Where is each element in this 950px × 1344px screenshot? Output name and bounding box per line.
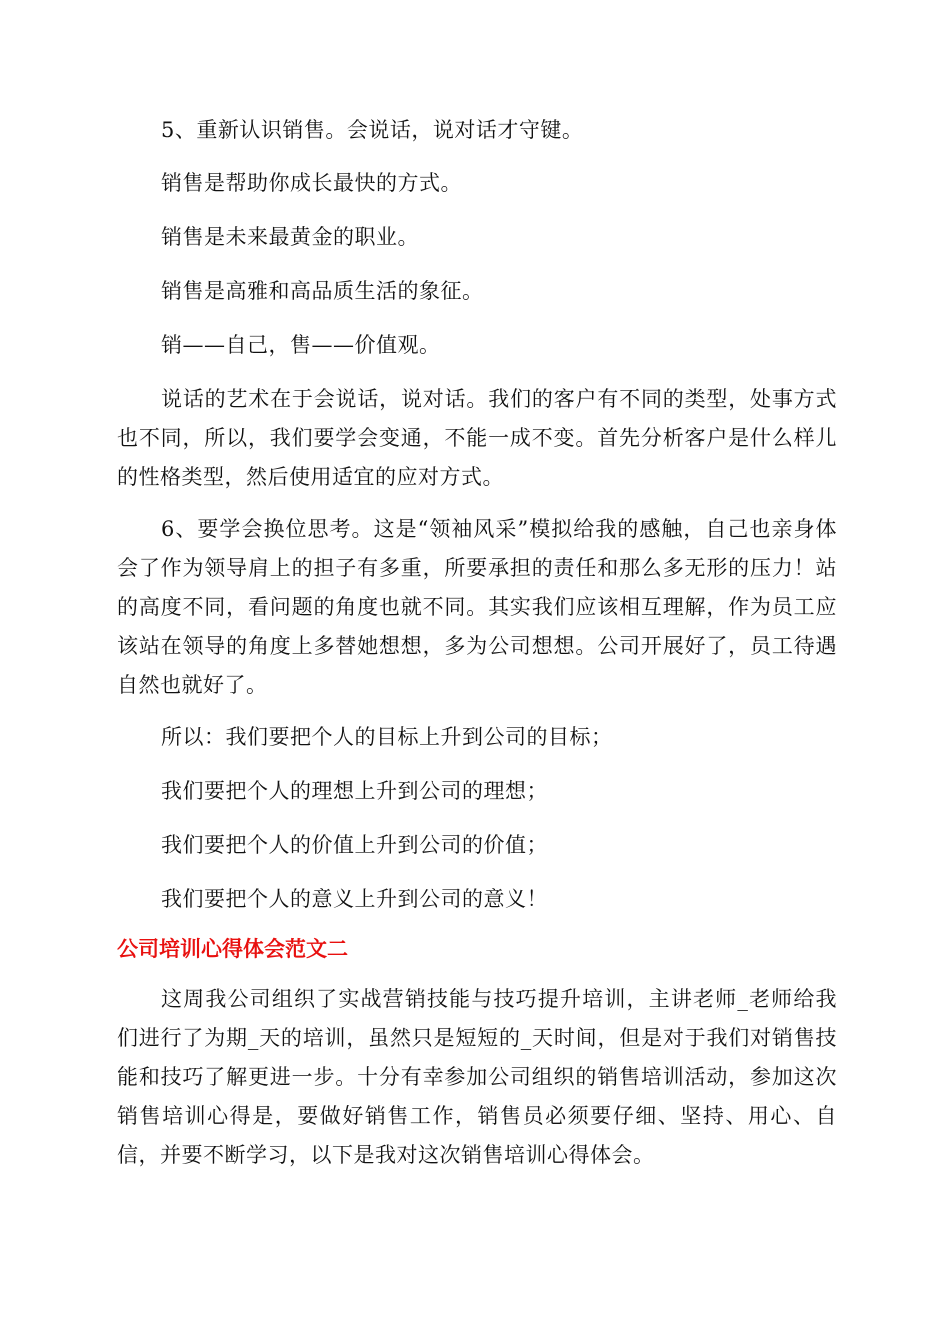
- paragraph-6-empathy: 6、要学会换位思考。这是“领袖风采”模拟给我的感触，自己也亲身体会了作为领导肩上的担子有多重，所要承担的责任和那么多无形的压力！站的高度不同，看问题的角度也就不同。其实我们应该相互理解，作为员工应该站在领导的角度上多替她想想，多为公司想想。公司开展好了，员工待遇自然也就好了。: [117, 517, 837, 697]
- paragraph-training-summary: 这周我公司组织了实战营销技能与技巧提升培训，主讲老师_老师给我们进行了为期_天的培训，虽然只是短短的_天时间，但是对于我们对销售技能和技巧了解更进一步。十分有幸参加公司组织的销售培训活动，参加这次销售培训心得是，要做好销售工作，销售员必须要仔细、坚持、用心、自信，并要不断学习，以下是我对这次销售培训心得体会。: [117, 987, 837, 1167]
- paragraph-ideals: 我们要把个人的理想上升到公司的理想；: [161, 779, 548, 803]
- paragraph-sales-elegance: 销售是高雅和高品质生活的象征。: [161, 279, 484, 303]
- paragraph-art-of-speaking: 说话的艺术在于会说话，说对话。我们的客户有不同的类型，处事方式也不同，所以，我们要学会变通，不能一成不变。首先分析客户是什么样儿的性格类型，然后使用适宜的应对方式。: [117, 387, 837, 489]
- paragraph-sales-golden-career: 销售是未来最黄金的职业。: [161, 225, 419, 249]
- paragraph-meaning: 我们要把个人的意义上升到公司的意义！: [161, 887, 548, 911]
- paragraph-5-relearn-sales: 5、重新认识销售。会说话，说对话才守键。: [161, 118, 584, 142]
- section-heading: 公司培训心得体会范文二: [117, 937, 348, 961]
- paragraph-sales-growth: 销售是帮助你成长最快的方式。: [161, 171, 462, 195]
- paragraph-goals: 所以：我们要把个人的目标上升到公司的目标；: [161, 725, 613, 749]
- paragraph-values: 我们要把个人的价值上升到公司的价值；: [161, 833, 548, 857]
- paragraph-sell-self-values: 销——自己，售——价值观。: [161, 333, 441, 357]
